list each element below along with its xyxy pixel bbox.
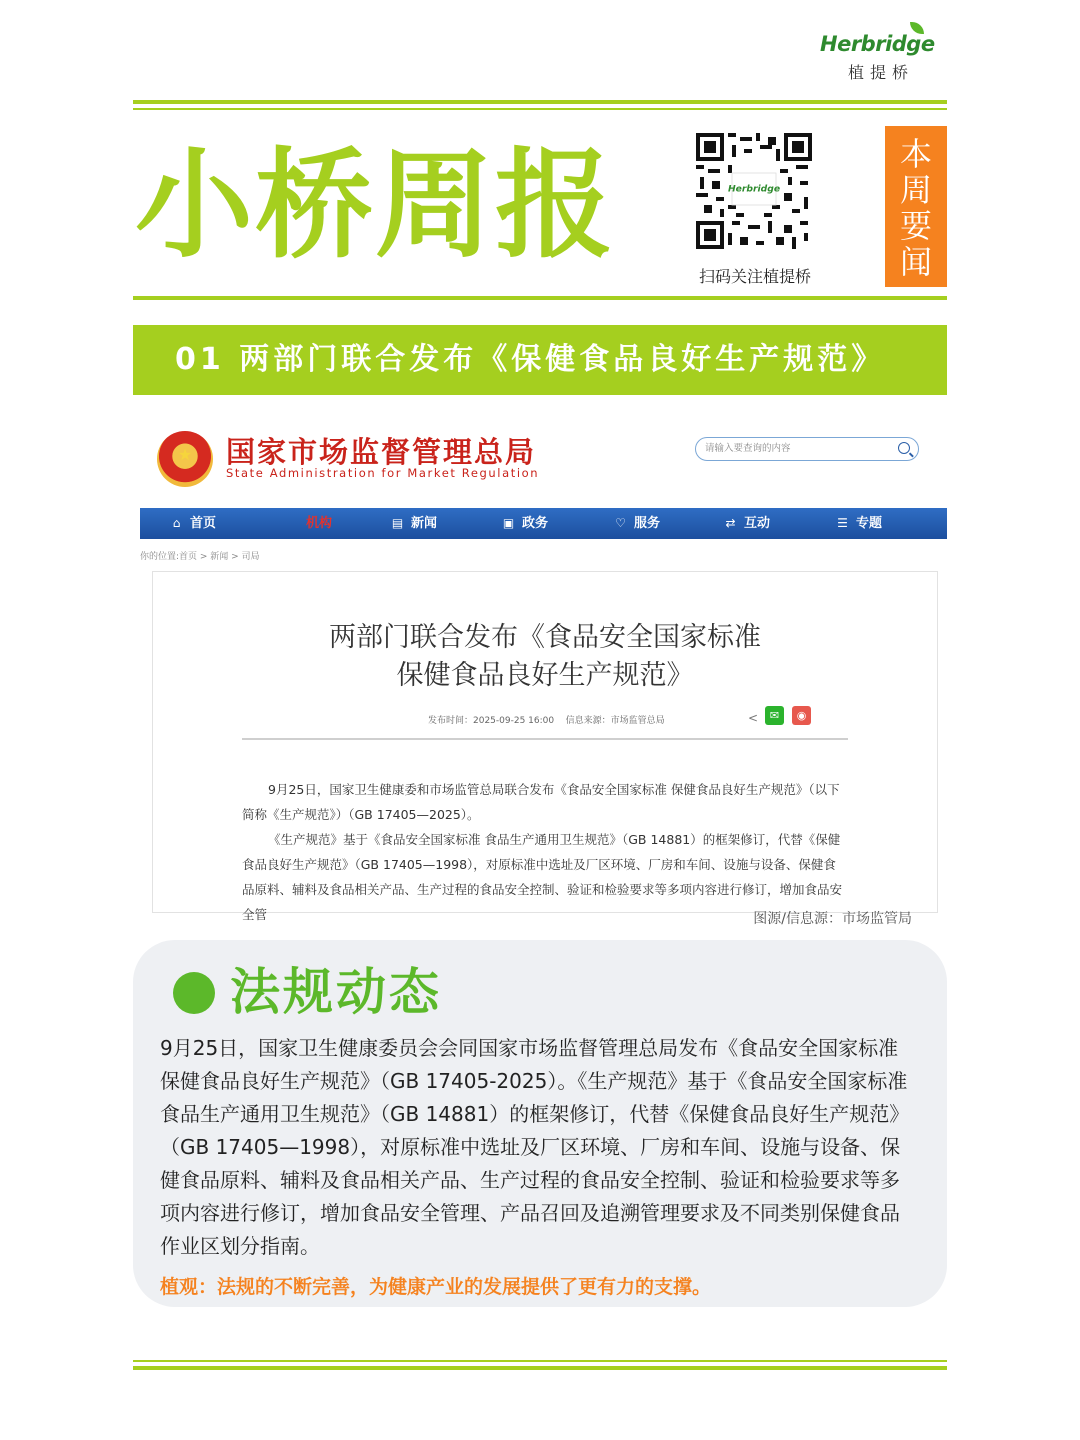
publish-time: 发布时间：2025-09-25 16:00: [428, 716, 555, 726]
site-search-input[interactable]: [695, 437, 919, 461]
header-rule-top-thin: [133, 108, 947, 110]
qr-code[interactable]: [696, 133, 812, 249]
week-tag-char: 本: [899, 135, 932, 173]
logo-chinese: 植提桥: [848, 63, 915, 82]
nav-label: 机构: [306, 516, 333, 531]
article-title: [153, 619, 937, 695]
nav-item-news[interactable]: [389, 508, 437, 539]
share-icon[interactable]: <: [748, 711, 759, 725]
article-title-line: 两部门联合发布《食品安全国家标准: [329, 622, 761, 653]
bullet-dot-icon: [173, 972, 215, 1014]
nav-item-organization[interactable]: [306, 508, 332, 539]
nav-item-service[interactable]: [612, 508, 660, 539]
list-icon: ☰: [837, 516, 848, 530]
nav-item-home[interactable]: [168, 508, 216, 539]
card-title: 法规动态: [230, 963, 442, 1021]
news-icon: ▤: [391, 516, 404, 530]
newsletter-title: 小桥周报: [135, 136, 616, 274]
agency-name-cn: 国家市场监督管理总局: [226, 435, 537, 469]
national-emblem-icon: [157, 431, 213, 487]
search-icon[interactable]: [898, 442, 910, 454]
article-body: [242, 777, 848, 927]
section-heading: 01 两部门联合发布《保健食品良好生产规范》: [133, 325, 947, 395]
week-tag-char: 要: [899, 207, 932, 245]
weekly-news-tag: [885, 126, 947, 287]
card-commentary: 植观：法规的不断完善，为健康产业的发展提供了更有力的支撑。: [160, 1276, 712, 1298]
star-icon: ★: [177, 445, 193, 464]
footer-rule-top: [133, 1360, 947, 1362]
nav-label: 首页: [190, 516, 217, 531]
nav-label: 新闻: [411, 516, 438, 531]
agency-name-en: State Administration for Market Regulation: [226, 466, 540, 480]
government-icon: ▣: [502, 516, 515, 530]
week-tag-char: 周: [899, 171, 932, 209]
week-tag-char: 闻: [899, 243, 932, 281]
article-paragraph: 《生产规范》基于《食品安全国家标准 食品生产通用卫生规范》（GB 14881）的框架修订，代替《保健食品良好生产规范》（GB 17405—1998），对原标准中选址及厂区环境、厂房和车间、设施与设备、保健食品原料、辅料及食品相关产品、生产过程的食品安全控制、验证和检验要求等多项内容进行修订，增加食品安全管: [242, 832, 843, 922]
herbridge-logo: [820, 22, 950, 84]
search-placeholder: 请输入要查询的内容: [705, 443, 791, 454]
article-divider: [242, 738, 848, 740]
nav-label: 专题: [856, 516, 883, 531]
breadcrumb: 你的位置:首页 > 新闻 > 司局: [140, 552, 260, 562]
logo-english: Herbridge: [820, 32, 935, 56]
heart-icon: ♡: [615, 516, 626, 530]
header-rule-bottom: [133, 296, 947, 300]
nav-item-government[interactable]: [500, 508, 548, 539]
svg-text:Herbridge: Herbridge: [727, 183, 781, 195]
header-rule-top: [133, 100, 947, 104]
nav-label: 互动: [744, 516, 771, 531]
article-meta: [428, 713, 665, 726]
article-title-line: 保健食品良好生产规范》: [396, 660, 694, 691]
exchange-icon: ⇄: [725, 516, 736, 530]
image-credit: 图源/信息源：市场监管局: [753, 911, 912, 927]
article-paragraph: 9月25日，国家卫生健康委和市场监管总局联合发布《食品安全国家标准 保健食品良好生产规范》（以下简称《生产规范》）（GB 17405—2025）。: [242, 782, 840, 822]
qr-code-icon: [696, 133, 812, 249]
weibo-icon[interactable]: ◉: [792, 706, 811, 725]
nav-item-interaction[interactable]: [722, 508, 770, 539]
article-source: 信息来源：市场监管总局: [565, 716, 665, 726]
card-body: 9月25日，国家卫生健康委员会会同国家市场监督管理总局发布《食品安全国家标准 保健食品良好生产规范》（GB 17405-2025）。《生产规范》基于《食品安全国家标准 食品生产通用卫生规范》（GB 14881）的框架修订，代替《保健食品良好生产规范》（GB 17405—1998），对原标准中选址及厂区环境、厂房和车间、设施与设备、保健食品原料、辅料及食品相关产品、生产过程的食品安全控制、验证和检验要求等多项内容进行修订，增加食品安全管理、产品召回及追溯管理要求及不同类别保健食品作业区划分指南。: [160, 1036, 910, 1258]
regulation-card: [133, 940, 947, 1307]
nav-label: 政务: [522, 516, 549, 531]
wechat-icon[interactable]: ✉: [765, 706, 784, 725]
nav-item-topics[interactable]: [834, 508, 882, 539]
home-icon: ⌂: [172, 516, 181, 530]
nav-label: 服务: [634, 516, 661, 531]
footer-rule-bottom: [133, 1366, 947, 1370]
qr-caption: 扫码关注植提桥: [698, 267, 811, 286]
site-nav-bar: [140, 508, 947, 539]
